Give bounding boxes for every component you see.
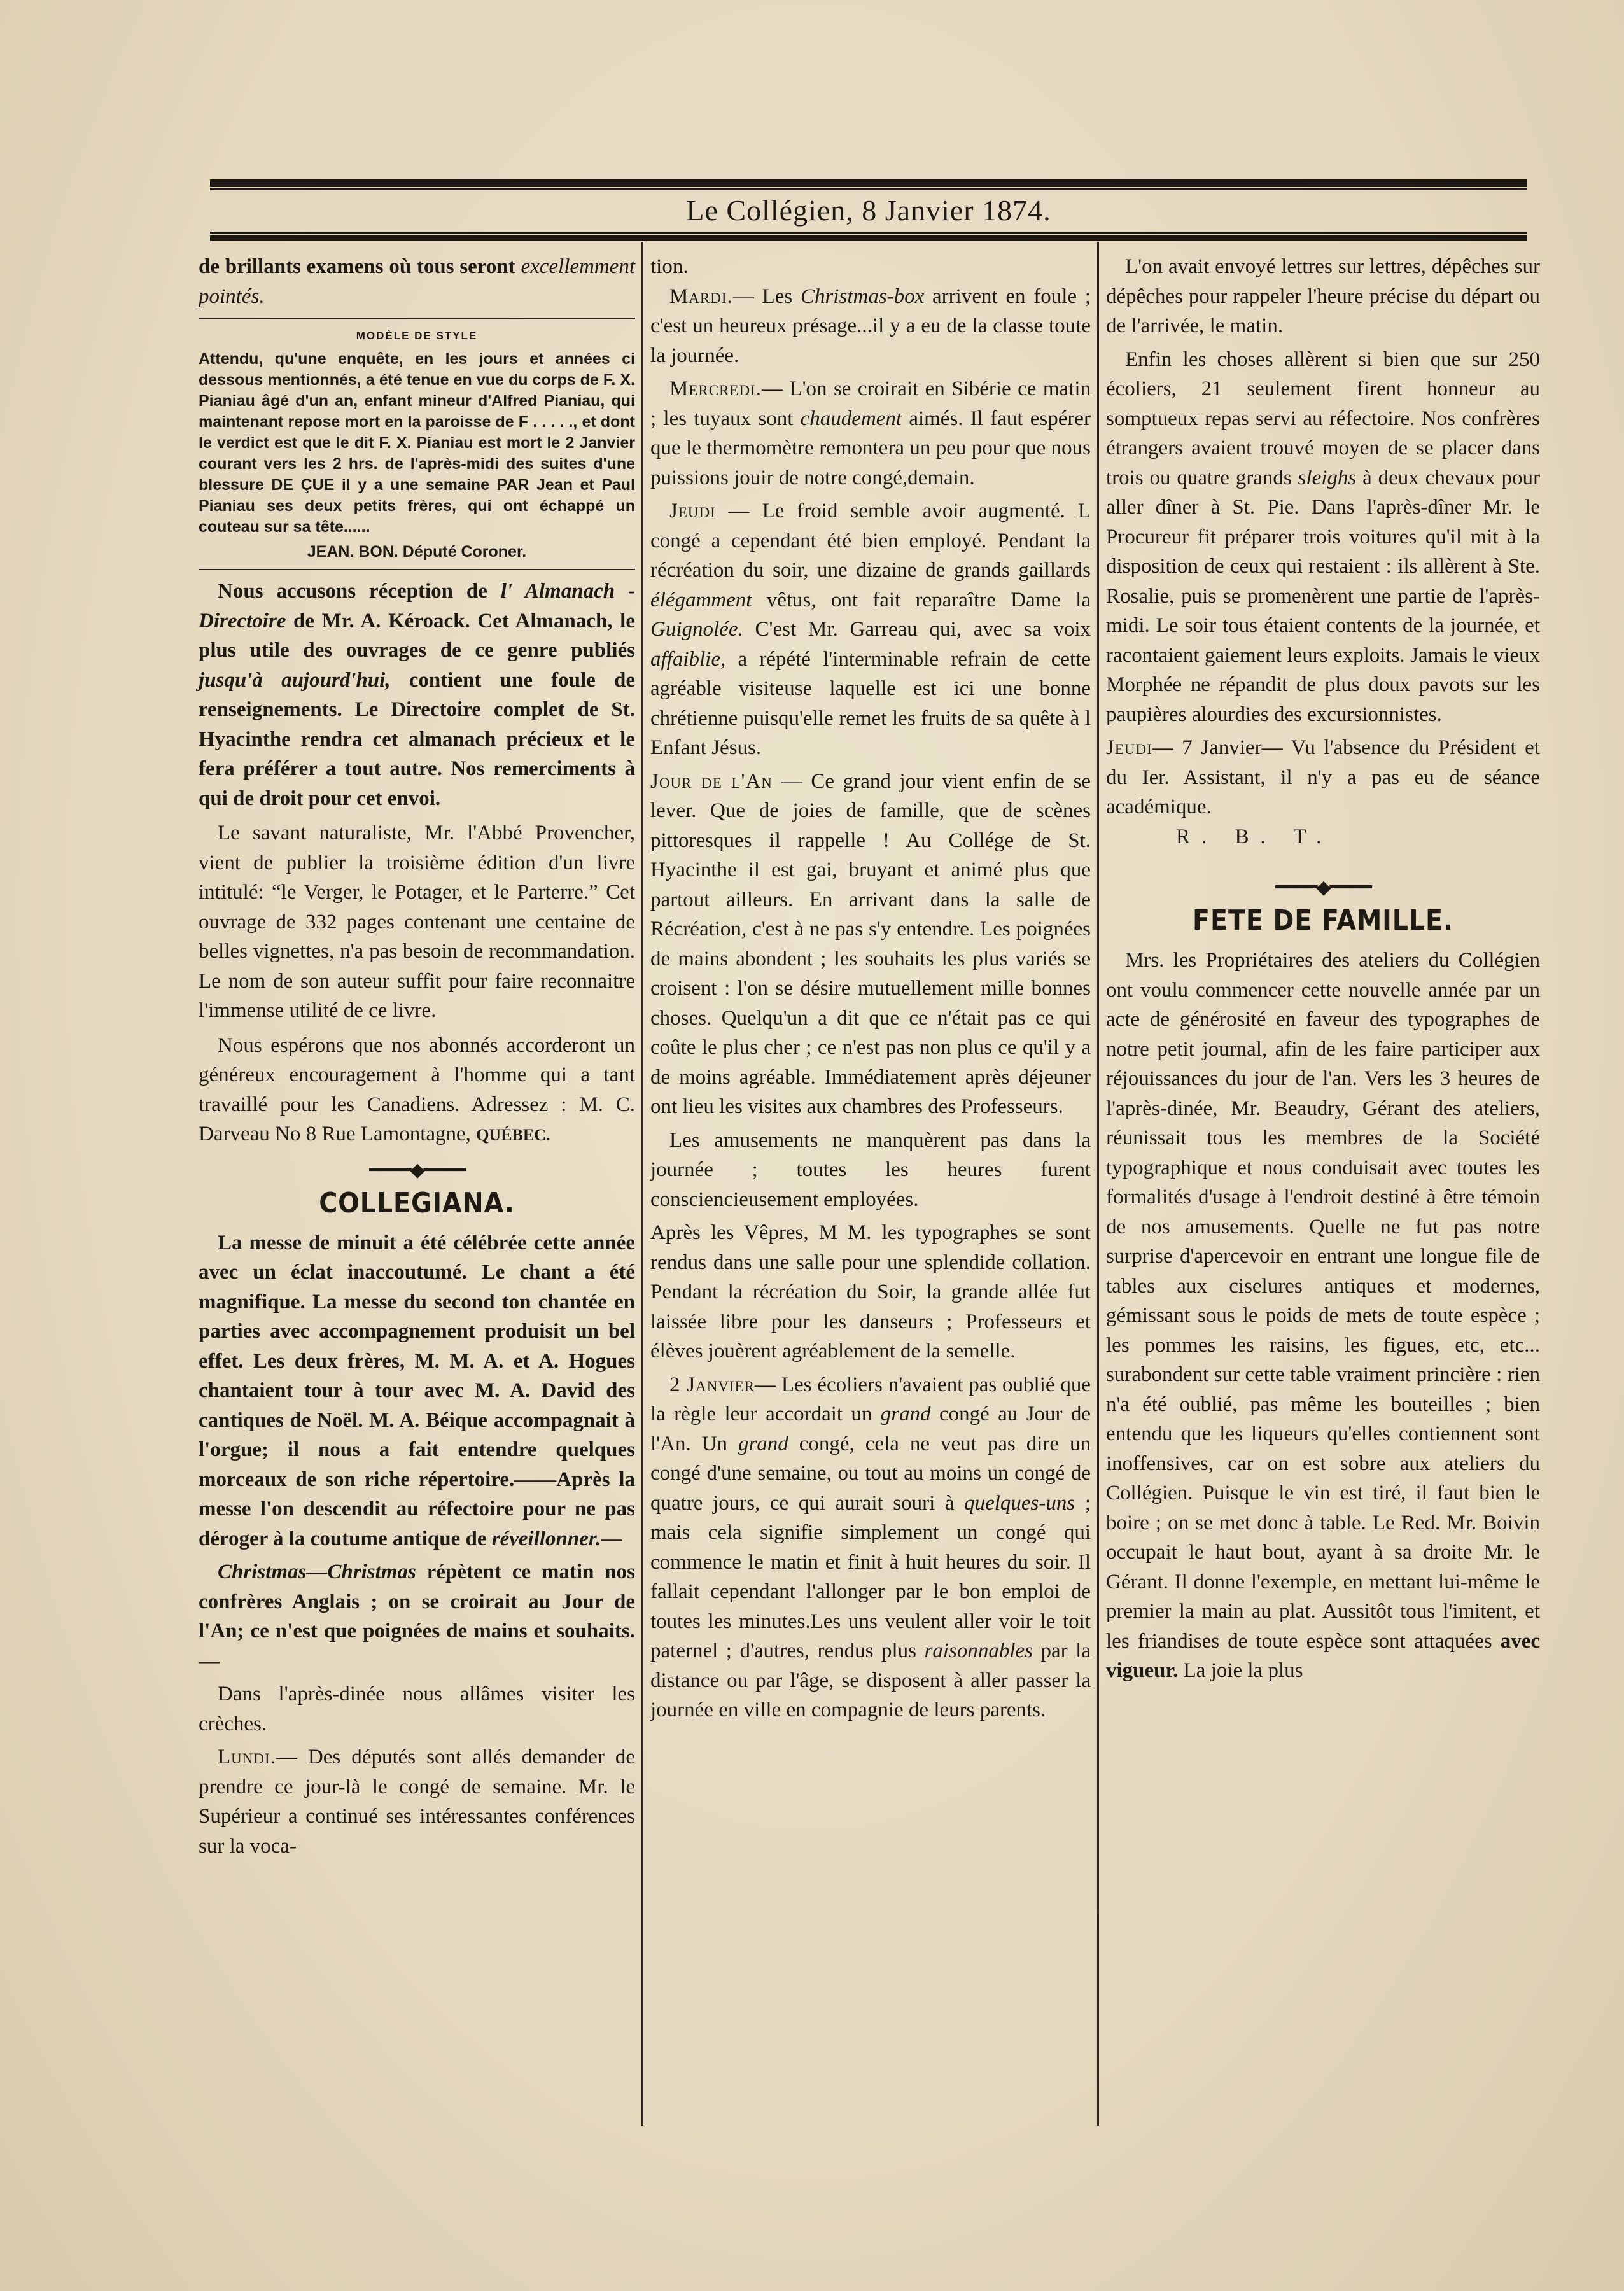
text-span: Nous espérons que nos abonnés accorderont un généreux encouragement à l'homme qui a tant travaillé pour les Canadiens. Adressez : M. C. Darveau No 8 Rue Lamontagne,: [199, 1033, 635, 1146]
paragraph: [1106, 345, 1540, 730]
text-span-bold: avec vigueur.: [1106, 1629, 1540, 1682]
column-divider-2: [1097, 242, 1099, 2126]
text-span-italic: l' Almanach - Directoire: [199, 580, 635, 633]
masthead-rule-thin: [210, 232, 1527, 234]
top-rule: [210, 179, 1527, 187]
text-span-smallcaps: Lundi.: [218, 1746, 276, 1769]
divider: [199, 569, 635, 570]
paragraph: [650, 1370, 1091, 1725]
signature: R. B. T.: [1176, 825, 1333, 848]
column-1: [199, 252, 635, 1861]
text-span-italic: réveillonner.: [491, 1527, 601, 1550]
top-rule-thin: [210, 188, 1527, 190]
paragraph: [199, 577, 635, 813]
paragraph: [1106, 946, 1540, 1686]
text-span-smallcaps: Jeudi: [669, 500, 716, 522]
paragraph: [650, 282, 1091, 371]
modele-title: MODÈLE DE STYLE: [356, 330, 478, 342]
paragraph: Après les Vêpres, M M. les typographes se sont rendus dans une salle pour une splendide collation. Pendant la récréation du Soir, la grande allée fut laissée libre pour les danseurs ; Professeurs et élèves jouèrent agréablement de la semelle.: [650, 1221, 1091, 1363]
text-span-smallcaps: Jour de l'An: [650, 769, 773, 793]
text-span-italic: affaiblie,: [650, 647, 726, 671]
text-span-bold: QUÉBEC.: [476, 1126, 550, 1144]
text-span: — Les: [732, 284, 801, 308]
text-span-italic: chaudement: [800, 407, 902, 430]
column-3: [1106, 252, 1540, 1686]
text-span-italic: Guignolée.: [650, 618, 743, 641]
text-span: par la distance ou par l'âge, se disposent à aller passer la journée en ville en compagnie de leurs parents.: [650, 1639, 1091, 1721]
text-span: à deux chevaux pour aller dîner à St. Pie. Dans l'après-dîner Mr. le Procureur fit préparer trois voitures qu'il mit à la disposition de ceux qui restaient : ils allèrent à Ste. Rosalie, puis se promenèrent une partie de l'après-midi. Le soir tous étaient contents de la journée, et racontaient gaiement leurs exploits. Jamais le vieux Morphée ne répandit de plus doux pavots sur les paupières alourdies des excursionnistes.: [1106, 466, 1540, 726]
text-span: arrivent en foule ; c'est un heureux présage...il y a eu de la classe toute la journée.: [650, 284, 1091, 367]
paragraph: tion.: [650, 255, 689, 278]
text-span: vêtus, ont fait reparaître Dame la: [752, 588, 1091, 612]
paragraph: Le savant naturaliste, Mr. l'Abbé Provencher, vient de publier la troisième édition d'un livre intitulé: “le Verger, le Potager, et le Parterre.” Cet ouvrage de 332 pages contenant une centaine de belles vignettes, n'a pas besoin de recommandation. Le nom de son auteur suffit pour faire reconnaitre l'immense utilité de ce livre.: [199, 822, 635, 1022]
text-span: Enfin les choses allèrent si bien que sur 250 écoliers, 21 seulement firent honneur au somptueux repas servi au réfectoire. Nos confrères étrangers avaient trouvé moyen de se placer dans trois ou quatre grands: [1106, 347, 1540, 489]
text-span-italic: Christmas-box: [800, 284, 925, 308]
text-span: C'est Mr. Garreau qui, avec sa voix: [743, 618, 1091, 641]
paragraph: [1106, 733, 1540, 822]
text-span-italic: grand: [738, 1432, 788, 1455]
paragraph: Les amusements ne manquèrent pas dans la journée ; toutes les heures furent consciencieusement employées.: [650, 1128, 1091, 1211]
text-span-italic: raisonnables: [924, 1639, 1033, 1662]
text-span-smallcaps: Mardi.: [669, 284, 733, 308]
text-span-italic: grand: [880, 1403, 931, 1426]
paragraph: [199, 1031, 635, 1151]
text-span: ; mais cela signifie simplement un congé qui commence le matin et finit à huit heures du soir. Il fallait cependant l'allonger par le bon emploi de toutes les minutes.Les uns veulent aller voir le toit paternel ; d'autres, rendus plus: [650, 1491, 1091, 1662]
text-span-italic: Christmas—Christmas: [218, 1560, 416, 1583]
text-span: Mrs. les Propriétaires des ateliers du Collégien ont voulu commencer cette nouvelle année par un acte de générosité en faveur des typographes de notre petit journal, afin de les faire participer aux réjouissances du jour de l'an. Vers les 3 heures de l'après-dinée, Mr. Beaudry, Gérant des ateliers, réunissait tous les membres de la Société typographique et nous conduisait avec toutes les formalités d'usage à l'endroit destiné à être témoin de nos amusements. Quelle ne fut pas notre surprise d'apercevoir en entrant une longue file de tables aux ciselures antiques et modernes, gémissant sous le poids de mets de toute espèce ; les pommes les raisins, les figues, etc, etc... surabondent sur cette table vraiment princière : rien n'a été oublié, pas même les bouteilles ; bien entendu que les liqueurs qu'elles contiennent sont inoffensives, car on est sobre aux ateliers du Collégien. Puisque le vin est tiré, il faut bien le boire ; on se met donc à table. Le Red. Mr. Boivin occupait le haut bout, ayant à sa droite Mr. le Gérant. Il donne l'exemple, en mettant lui-même le premier la main au plat. Aussitôt tous l'imitent, et les friandises de toute espèce sont attaquées: [1106, 949, 1540, 1653]
text-span-smallcaps: 2 Janvier: [669, 1373, 755, 1396]
text-span: La messe de minuit a été célébrée cette année avec un éclat inaccoutumé. Le chant a été magnifique. La messe du second ton chantée en parties avec accompagnement produisit un bel effet. Les deux frères, M. M. A. et A. Hogues chantaient tour à tour avec M. A. David des cantiques de Noël. M. A. Béique accompagnait à l'orgue; il nous a fait entendre quelques morceaux de son riche répertoire.——Après la messe l'on descendit au réfectoire pour ne pas déroger à la coutume antique de: [199, 1231, 635, 1550]
modele-de-style-box: [199, 325, 635, 563]
text-span-smallcaps: Jeudi: [1106, 736, 1152, 759]
text-span: aimés. Il faut espérer que le thermomètre remontera un peu pour que nous puissions jouir de notre congé,demain.: [650, 407, 1091, 489]
text-span-smallcaps: Mercredi.: [669, 377, 762, 400]
text-span: — 7 Janvier— Vu l'absence du Président et du Ier. Assistant, il n'y a pas eu de séance académique.: [1106, 736, 1540, 818]
paragraph: [199, 1228, 635, 1554]
modele-signature: JEAN. BON. Député Coroner.: [307, 543, 527, 561]
paragraph: [650, 496, 1091, 763]
divider: [199, 318, 635, 319]
text-span: — Le froid semble avoir augmenté. L congé a cependant été bien employé. Pendant la récréation du soir, une dizaine de grands gaillards: [650, 500, 1091, 582]
paragraph: [199, 1742, 635, 1861]
text-span: congé au Jour de l'An. Un: [650, 1403, 1091, 1455]
text-span: La joie la plus: [1178, 1659, 1303, 1682]
paragraph: L'on avait envoyé lettres sur lettres, dépêches sur dépêches pour rappeler l'heure précise du départ ou de l'arrivée, le matin.: [1106, 255, 1540, 337]
ornament-rule: ━━━━◆━━━━: [369, 1159, 465, 1181]
text-span-italic: sleighs: [1298, 466, 1357, 489]
text-span: de Mr. A. Kéroack. Cet Almanach, le plus utile des ouvrages de ce genre publiés: [199, 609, 635, 662]
text-span: répètent ce matin nos confrères Anglais ; on se croirait au Jour de l'An; ce n'est que poignées de mains et souhaits.—: [199, 1560, 635, 1672]
text-span-italic: quelques-uns: [964, 1491, 1075, 1515]
section-heading-fete: FETE DE FAMILLE.: [1193, 904, 1453, 937]
paragraph: [650, 767, 1091, 1122]
masthead-title: Le Collégien, 8 Janvier 1874.: [686, 194, 1051, 227]
text-span: a répété l'interminable refrain de cette agréable visiteuse laquelle est ici une bonne chrétienne puisqu'elle remet les fruits de sa quête à l Enfant Jésus.: [650, 647, 1091, 759]
text-span: — Les écoliers n'avaient pas oublié que la règle leur accordait un: [650, 1373, 1091, 1426]
column-2: [650, 252, 1091, 1725]
text-span: — Ce grand jour vient enfin de se lever. Que de joies de famille, que de scènes pittoresques il rappelle ! Au Collége de St. Hyacinthe il est gai, bruyant et animé plus que partout ailleurs. En arrivant dans la salle de Récréation, c'est à ne pas s'y entendre. Les poignées de mains abondent ; les souhaits les plus variés se croisent : l'on se désire mutuellement mille bonnes choses. Quelqu'un a dit que ce n'était pas ce qui coûte le plus cher ; ce n'est pas non plus ce qu'il y a de moins agréable. Immédiatement après déjeuner ont lieu les visites aux chambres des Professeurs.: [650, 769, 1091, 1118]
ornament-rule: ━━━━◆━━━━: [1275, 877, 1371, 898]
text-span: congé, cela ne veut pas dire un congé d'une semaine, ou tout au moins un congé de quatre jours, ce qui aurait souri à: [650, 1432, 1091, 1515]
text-span: de brillants examens où tous seront: [199, 255, 521, 278]
column-divider-1: [641, 242, 643, 2126]
paragraph: Dans l'après-dinée nous allâmes visiter les crèches.: [199, 1683, 635, 1735]
paragraph: [199, 1557, 635, 1676]
paragraph: [199, 252, 635, 311]
text-span-italic: excellemment pointés.: [199, 255, 635, 308]
text-span: Nous accusons réception de: [218, 580, 501, 603]
masthead-rule: [210, 235, 1527, 241]
text-span: — L'on se croirait en Sibérie ce matin ; les tuyaux sont: [650, 377, 1091, 430]
text-span-italic: élégamment: [650, 588, 752, 612]
modele-text: Attendu, qu'une enquête, en les jours et années ci dessous mentionnés, a été tenue en vue du corps de F. X. Pianiau âgé d'un an, enfant mineur d'Alfred Pianiau, qui maintenant repose mort en la paroisse de F . . . . ., et dont le verdict est que le dit F. X. Pianiau est mort le 2 Janvier courant vers les 2 hrs. de l'après-midi des suites d'une blessure DE ÇUE il y a une semaine PAR Jean et Paul Pianiau ses deux petits frères, qui ont échappé un couteau sur sa tête......: [199, 350, 635, 536]
text-span: contient une foule de renseignements. Le Directoire complet de St. Hyacinthe rendra cet almanach précieux et le fera préférer a tout autre. Nos remerciments à qui de droit pour cet envoi.: [199, 668, 635, 810]
text-span: —: [601, 1527, 622, 1550]
paragraph: [650, 374, 1091, 493]
text-span-italic: jusqu'à aujourd'hui,: [199, 668, 391, 692]
section-heading-collegiana: COLLEGIANA.: [319, 1186, 515, 1219]
text-span: — Des députés sont allés demander de prendre ce jour-là le congé de semaine. Mr. le Supérieur a continué ses intéressantes conférences sur la voca-: [199, 1746, 635, 1858]
